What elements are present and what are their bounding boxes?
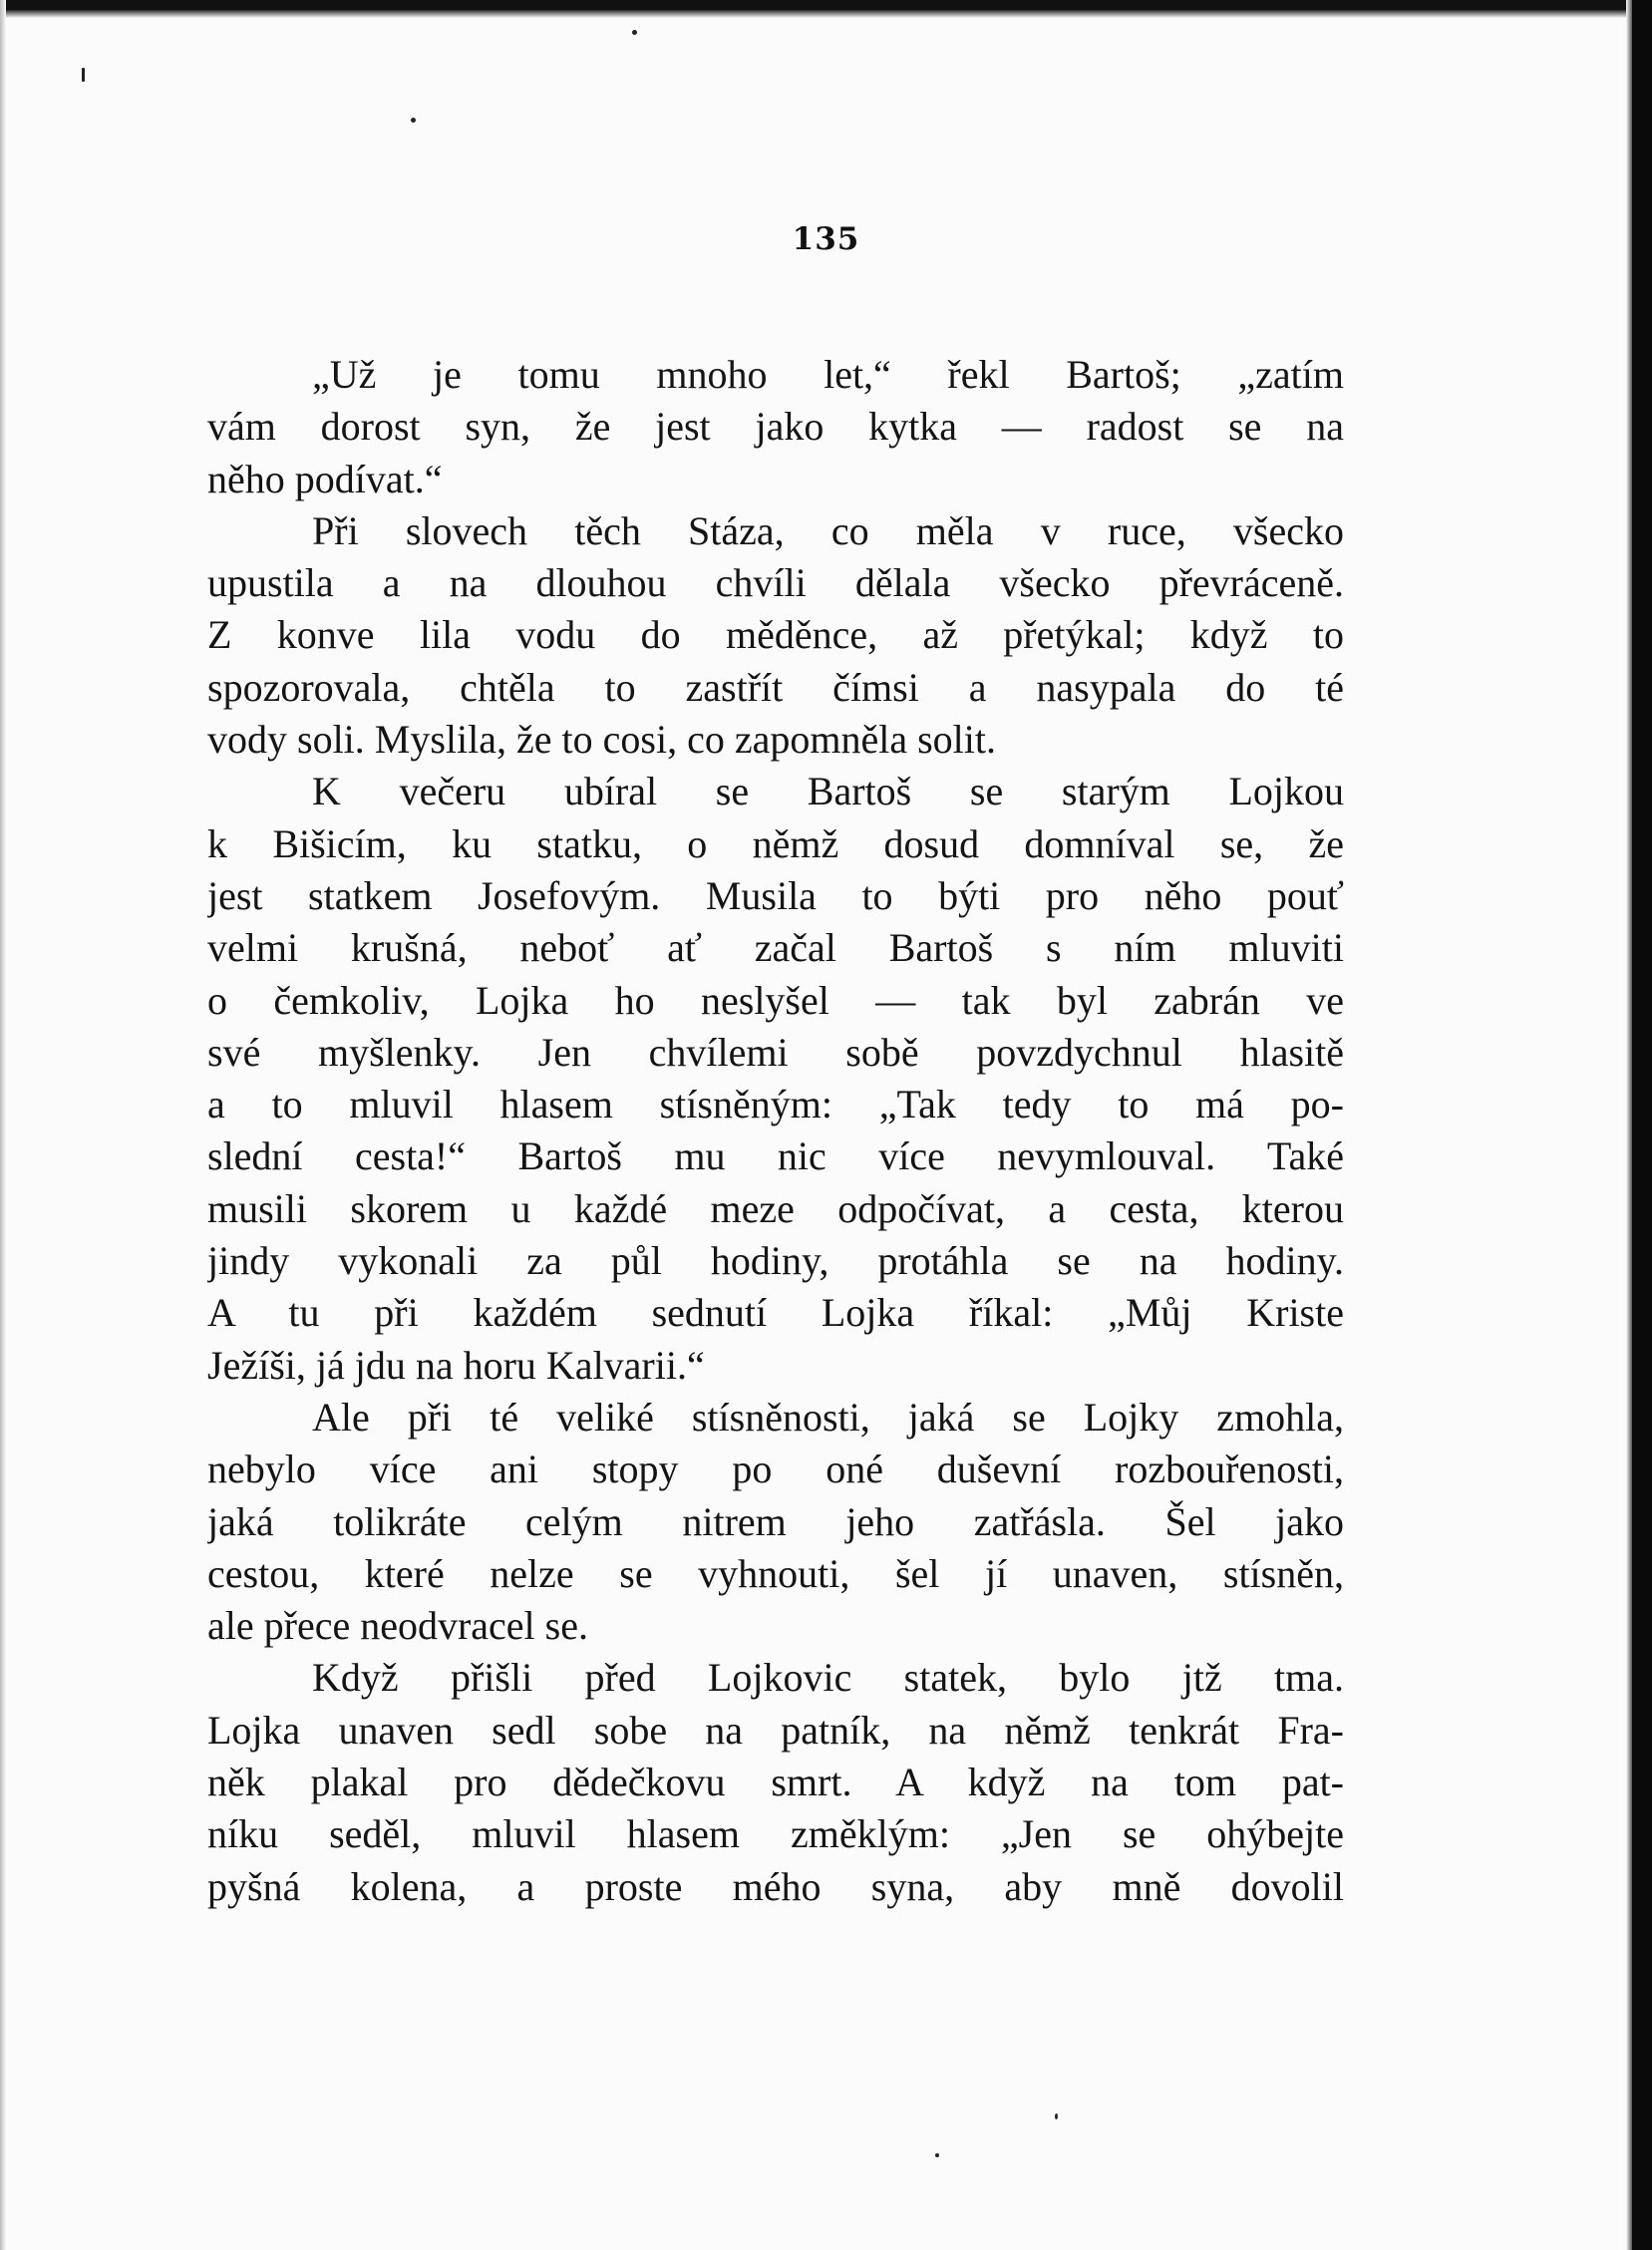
scan-edge-left (0, 0, 6, 2250)
text-line: Lojka unaven sedl sobe na patník, na němž tenkrát Fra- (207, 1707, 1344, 1753)
text-line: nebylo více ani stopy po oné duševní rozbouřenosti, (207, 1446, 1344, 1492)
text-line: jest statkem Josefovým. Musila to býti pro něho pouť (207, 872, 1344, 918)
text-line: vody soli. Myslila, že to cosi, co zapomněla solit. (207, 717, 996, 763)
scan-edge-top-shade (0, 10, 1652, 18)
text-line: své myšlenky. Jen chvílemi sobě povzdychnul hlasitě (207, 1029, 1344, 1075)
text-line: musili skorem u každé meze odpočívat, a cesta, kterou (207, 1185, 1344, 1231)
text-line: cestou, které nelze se vyhnouti, šel jí unaven, stísněn, (207, 1550, 1344, 1596)
text-line: Ježíši, já jdu na horu Kalvarii.“ (207, 1342, 705, 1388)
text-line: upustila a na dlouhou chvíli dělala všecko převráceně. (207, 560, 1344, 606)
body-text (207, 349, 1344, 1913)
dust-speck (1055, 2113, 1058, 2119)
text-line: a to mluvil hlasem stísněným: „Tak tedy to má po- (207, 1082, 1344, 1127)
dust-speck (935, 2153, 939, 2157)
text-line: k Bišicím, ku statku, o němž dosud domníval se, že (207, 820, 1344, 866)
text-line: vám dorost syn, že jest jako kytka — radost se na (207, 404, 1344, 450)
text-line: K večeru ubíral se Bartoš se starým Lojkou (312, 769, 1344, 814)
dust-speck (411, 118, 416, 123)
text-line: pyšná kolena, a proste mého syna, aby mně dovolil (207, 1863, 1344, 1909)
text-line: jaká tolikráte celým nitrem jeho zatřásla. Šel jako (207, 1498, 1344, 1544)
text-line: Při slovech těch Stáza, co měla v ruce, všecko (312, 507, 1344, 553)
text-line: jindy vykonali za půl hodiny, protáhla se na hodiny. (207, 1238, 1344, 1284)
text-line: ale přece neodvracel se. (207, 1603, 588, 1649)
text-line: velmi krušná, neboť ať začal Bartoš s ním mluviti (207, 925, 1344, 971)
text-line: „Už je tomu mnoho let,“ řekl Bartoš; „zatím (312, 352, 1344, 397)
text-line: A tu při každém sednutí Lojka říkal: „Můj Kriste (207, 1290, 1344, 1336)
text-line: něk plakal pro dědečkovu smrt. A když na tom pat- (207, 1760, 1344, 1805)
text-line: Ale při té veliké stísněnosti, jaká se Lojky zmohla, (312, 1394, 1344, 1440)
dust-speck (632, 30, 637, 35)
text-line: Z konve lila vodu do měděnce, až přetýkal; když to (207, 612, 1344, 658)
text-line: níku seděl, mluvil hlasem změklým: „Jen se ohýbejte (207, 1811, 1344, 1857)
text-line: něho podívat.“ (207, 456, 443, 501)
scan-edge-right (1632, 0, 1652, 2250)
text-line: slední cesta!“ Bartoš mu nic více nevymlouval. Také (207, 1133, 1344, 1179)
text-line: o čemkoliv, Lojka ho neslyšel — tak byl zabrán ve (207, 977, 1344, 1023)
page-number: 135 (792, 221, 860, 257)
dust-speck (82, 68, 85, 82)
text-line: spozorovala, chtěla to zastřít čímsi a nasypala do té (207, 664, 1344, 710)
text-line: Když přišli před Lojkovic statek, bylo jtž tma. (312, 1655, 1344, 1701)
